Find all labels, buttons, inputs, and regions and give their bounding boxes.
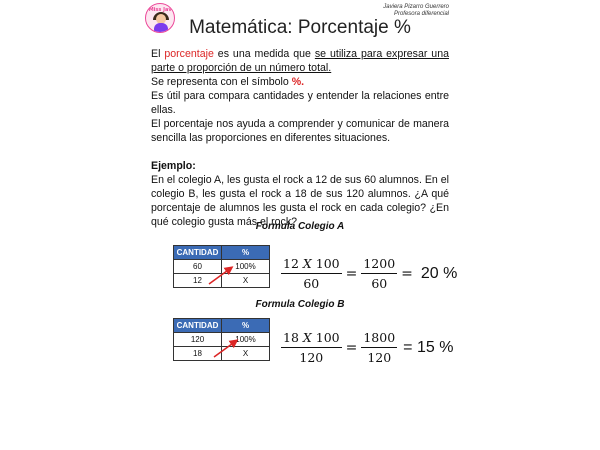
intro-paragraph-1 <box>151 47 449 75</box>
formula-colegio-b <box>281 330 453 365</box>
arrow-icon <box>210 335 242 361</box>
intro-text: es una medida que <box>213 48 315 60</box>
numerator: 1200 <box>361 256 397 274</box>
subtitle-colegio-a: Formula Colegio A <box>255 221 345 232</box>
intro-paragraph-2 <box>151 75 449 89</box>
percent-symbol: %. <box>291 76 305 88</box>
denominator: 120 <box>299 350 324 365</box>
numerator: 1800 <box>361 330 397 348</box>
equals-sign: = <box>345 265 358 282</box>
equals-sign: = <box>345 339 358 356</box>
denominator: 120 <box>367 350 392 365</box>
fraction <box>361 330 397 365</box>
result: = 15 % <box>403 338 454 356</box>
equals-sign: = <box>401 265 413 282</box>
table-header: % <box>222 319 270 333</box>
author-block <box>383 4 449 18</box>
author-name: Javiera Pizarro Guerrero <box>383 4 449 10</box>
numerator: 18 𝑋 100 <box>281 330 342 348</box>
intro-paragraph-4: El porcentaje nos ayuda a comprender y comunicar de manera sencilla las proporciones en diferentes situaciones. <box>151 118 449 144</box>
logo-text: Miss Javi <box>148 7 174 13</box>
table-cell: 18 <box>174 347 222 361</box>
term-highlight: porcentaje <box>164 48 214 60</box>
table-header: CANTIDAD <box>174 246 222 260</box>
table-header: % <box>222 246 270 260</box>
example-heading: Ejemplo: <box>151 160 196 172</box>
example-text: En el colegio A, les gusta el rock a 12 de sus 60 alumnos. En el colegio B, les gusta el rock a 18 de sus 120 alumnos. ¿A qué porcentaje de alumnos les gusta el rock en cada colegio? ¿En qué colegio gusta más el rock? <box>151 174 449 228</box>
arrow-icon <box>205 262 237 288</box>
author-role: Profesora diferencial <box>393 11 449 17</box>
fraction <box>361 256 397 291</box>
table-cell: X <box>222 274 270 288</box>
denominator: 60 <box>303 276 320 291</box>
denominator: 60 <box>371 276 388 291</box>
intro-paragraph-3: Es útil para compara cantidades y entender la relaciones entre ellas. <box>151 90 449 116</box>
fraction <box>281 256 342 291</box>
result: 20 % <box>420 264 458 282</box>
subtitle-colegio-b: Formula Colegio B <box>255 299 345 310</box>
numerator: 12 𝑋 100 <box>281 256 342 274</box>
table-header: CANTIDAD <box>174 319 222 333</box>
formula-colegio-a <box>281 256 457 291</box>
table-cell: X <box>222 347 270 361</box>
table-cell: 100% <box>222 333 270 347</box>
definition-underlined: se utiliza para expresar una parte o proporción de un número total. <box>151 48 449 74</box>
intro-text: El <box>151 48 165 60</box>
table-cell: 120 <box>174 333 222 347</box>
intro-text: Se representa con el símbolo <box>151 76 292 88</box>
page-title: Matemática: Porcentaje % <box>189 17 411 38</box>
table-cell: 12 <box>174 274 222 288</box>
table-cell: 100% <box>222 260 270 274</box>
content <box>151 47 449 229</box>
table-cell: 60 <box>174 260 222 274</box>
fraction <box>281 330 342 365</box>
